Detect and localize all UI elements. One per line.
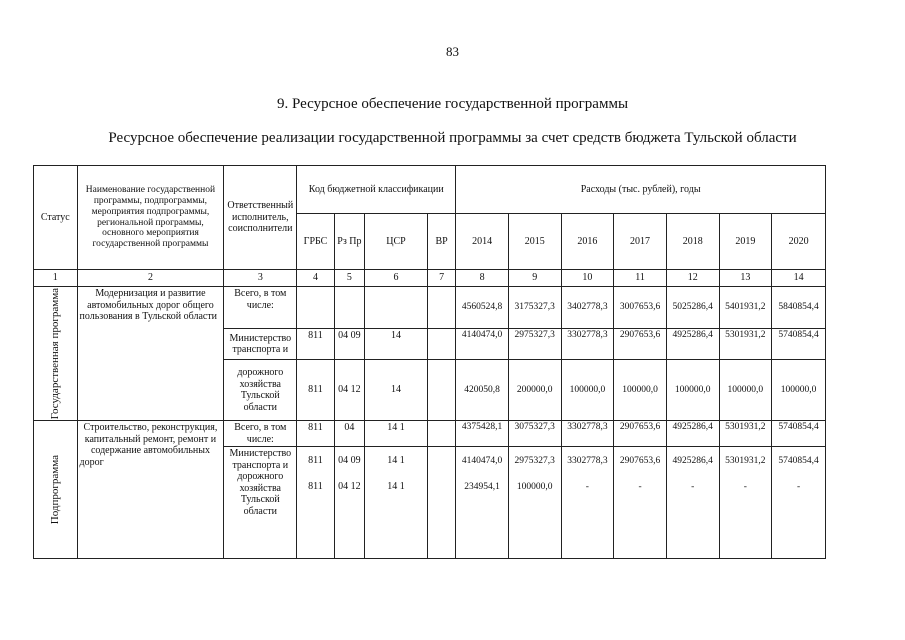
value: -	[585, 482, 589, 493]
grbs-cell	[297, 447, 334, 559]
program-executor: дорожного хозяйства Тульской области	[224, 360, 297, 421]
subprogram-row-total	[34, 421, 826, 447]
rzpr-cell: 04 12	[334, 360, 364, 421]
value: -	[638, 482, 642, 493]
column-number: 2	[77, 270, 224, 287]
value-cell: 5740854,4	[772, 329, 826, 360]
column-number: 7	[427, 270, 455, 287]
header-row-1	[34, 166, 826, 214]
program-executor: Всего, в том числе:	[224, 287, 297, 329]
program-status: Государственная программа	[49, 288, 62, 420]
grbs-cell: 811	[297, 421, 334, 447]
value-cell: 3402778,3	[561, 287, 614, 329]
header-status: Статус	[34, 166, 78, 270]
column-number-row	[34, 270, 826, 287]
value-cell: 4560524,8	[456, 287, 509, 329]
csr-cell: 14	[365, 360, 428, 421]
value-cell: 4925286,4	[666, 329, 719, 360]
value-cell: 420050,8	[456, 360, 509, 421]
header-year: 2019	[719, 214, 772, 270]
csr-value: 14 1	[387, 481, 405, 493]
value-cell	[666, 447, 719, 559]
value-cell: 4375428,1	[456, 421, 509, 447]
table-title: Ресурсное обеспечение реализации государственной программы за счет средств бюджета Тульской области	[108, 130, 797, 146]
value-cell: 5401931,2	[719, 287, 772, 329]
value-cell: 100000,0	[614, 360, 667, 421]
grbs-cell	[297, 287, 334, 329]
value: -	[743, 482, 747, 493]
csr-cell: 14 1	[365, 421, 428, 447]
header-year: 2015	[508, 214, 561, 270]
value: 3302778,3	[567, 456, 608, 467]
grbs-value: 811	[308, 481, 323, 493]
header-year: 2020	[772, 214, 826, 270]
column-number: 1	[34, 270, 78, 287]
grbs-cell: 811	[297, 329, 334, 360]
header-year: 2014	[456, 214, 509, 270]
header-grbs: ГРБС	[297, 214, 334, 270]
column-number: 10	[561, 270, 614, 287]
column-number: 13	[719, 270, 772, 287]
header-rzpr: Рз Пр	[334, 214, 364, 270]
value-cell	[561, 447, 614, 559]
csr-cell	[365, 287, 428, 329]
value-cell: 200000,0	[508, 360, 561, 421]
value: -	[691, 482, 695, 493]
grbs-cell: 811	[297, 360, 334, 421]
rzpr-cell	[334, 447, 364, 559]
value-cell	[719, 447, 772, 559]
column-number: 14	[772, 270, 826, 287]
csr-cell	[365, 447, 428, 559]
value: -	[797, 482, 801, 493]
header-vr: ВР	[427, 214, 455, 270]
value-cell	[772, 447, 826, 559]
value-cell: 5301931,2	[719, 421, 772, 447]
value-cell: 2907653,6	[614, 421, 667, 447]
header-year: 2016	[561, 214, 614, 270]
program-executor: Министерство транспорта и	[224, 329, 297, 360]
value-cell: 3075327,3	[508, 421, 561, 447]
subprogram-executor-detail: Министерство транспорта и дорожного хозяйства Тульской области	[224, 447, 297, 559]
column-number: 8	[456, 270, 509, 287]
value-cell: 3007653,6	[614, 287, 667, 329]
value: 234954,1	[464, 482, 500, 493]
header-expenses: Расходы (тыс. рублей), годы	[456, 166, 826, 214]
value-cell: 5740854,4	[772, 421, 826, 447]
vr-cell	[427, 329, 455, 360]
rzpr-cell	[334, 287, 364, 329]
vr-cell	[427, 447, 455, 559]
subprogram-status: Подпрограмма	[49, 455, 62, 525]
value-cell	[508, 447, 561, 559]
resource-table	[33, 165, 826, 559]
column-number: 11	[614, 270, 667, 287]
value: 4140474,0	[461, 456, 503, 467]
value-cell: 100000,0	[561, 360, 614, 421]
value-cell: 100000,0	[719, 360, 772, 421]
vr-cell	[427, 360, 455, 421]
rzpr-value: 04 12	[338, 481, 361, 493]
column-number: 12	[666, 270, 719, 287]
column-number: 6	[365, 270, 428, 287]
csr-value: 14 1	[387, 455, 405, 467]
csr-cell: 14	[365, 329, 428, 360]
value: 4925286,4	[672, 456, 713, 467]
value: 2975327,3	[514, 456, 555, 467]
value: 5740854,4	[778, 456, 819, 467]
value: 100000,0	[516, 482, 553, 493]
header-year: 2018	[666, 214, 719, 270]
subprogram-executor: Всего, в том числе:	[224, 421, 297, 447]
header-name: Наименование государственной программы, подпрограммы, мероприятия подпрограммы, региональной программы, основного мероприятия государственной программы	[77, 166, 224, 270]
value-cell: 4140474,0	[456, 329, 509, 360]
section-title: 9. Ресурсное обеспечение государственной программы	[276, 96, 629, 112]
rzpr-cell: 04	[334, 421, 364, 447]
header-year: 2017	[614, 214, 667, 270]
header-csr: ЦСР	[365, 214, 428, 270]
column-number: 9	[508, 270, 561, 287]
value-cell: 2907653,6	[614, 329, 667, 360]
value-cell: 3302778,3	[561, 329, 614, 360]
header-executor: Ответственный исполнитель, соисполнители	[224, 166, 297, 270]
header-budget-code: Код бюджетной классификации	[297, 166, 456, 214]
value-cell	[456, 447, 509, 559]
rzpr-value: 04 09	[338, 455, 361, 467]
value-cell: 5301931,2	[719, 329, 772, 360]
subprogram-name: Строительство, реконструкция, капитальный ремонт, ремонт и содержание автомобильных дорог	[77, 421, 224, 559]
column-number: 4	[297, 270, 334, 287]
subprogram-status-cell	[34, 421, 78, 559]
value-cell: 3302778,3	[561, 421, 614, 447]
vr-cell	[427, 287, 455, 329]
program-status-cell	[34, 287, 78, 421]
value-cell: 4925286,4	[666, 421, 719, 447]
grbs-value: 811	[308, 455, 323, 467]
column-number: 3	[224, 270, 297, 287]
value: 2907653,6	[619, 456, 661, 467]
value-cell: 5025286,4	[666, 287, 719, 329]
value-cell: 3175327,3	[508, 287, 561, 329]
program-name: Модернизация и развитие автомобильных дорог общего пользования в Тульской области	[77, 287, 224, 421]
value: 5301931,2	[725, 456, 766, 467]
vr-cell	[427, 421, 455, 447]
program-row-total	[34, 287, 826, 329]
page-number: 83	[446, 44, 459, 59]
value-cell: 5840854,4	[772, 287, 826, 329]
value-cell	[614, 447, 667, 559]
value-cell: 2975327,3	[508, 329, 561, 360]
value-cell: 100000,0	[772, 360, 826, 421]
value-cell: 100000,0	[666, 360, 719, 421]
column-number: 5	[334, 270, 364, 287]
rzpr-cell: 04 09	[334, 329, 364, 360]
